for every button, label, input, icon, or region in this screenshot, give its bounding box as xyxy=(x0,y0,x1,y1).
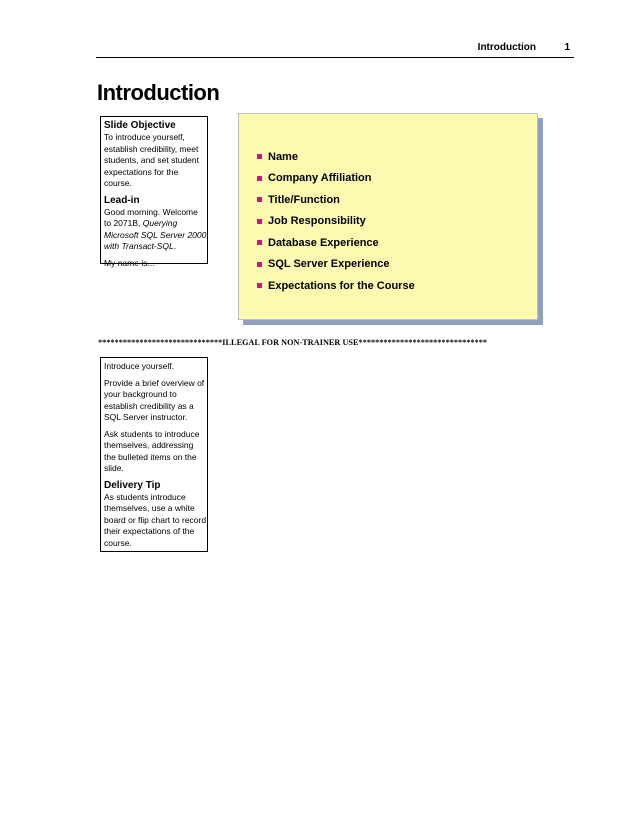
square-bullet-icon xyxy=(257,219,262,224)
square-bullet-icon xyxy=(257,283,262,288)
lead-in-text-start: Good morning. Welcome to 2071B, xyxy=(104,206,198,228)
lead-in-heading: Lead-in xyxy=(104,194,140,206)
slide-objective-heading: Slide Objective xyxy=(104,120,176,131)
bullet-item-company xyxy=(257,168,415,190)
page-title: Introduction xyxy=(97,80,220,105)
bullet-text: Job Responsibility xyxy=(268,215,366,228)
bullet-text: Expectations for the Course xyxy=(268,279,415,292)
instructor-note-3: Ask students to introduce themselves, addressing the bulleted items on the slide. xyxy=(104,428,200,473)
bullet-item-title xyxy=(257,189,415,211)
slide-objective-text: To introduce yourself, establish credibility, meet students, and set student expectations for the course. xyxy=(104,132,199,188)
bullet-text: SQL Server Experience xyxy=(268,258,390,271)
bullet-item-job xyxy=(257,211,415,233)
illegal-use-notice: ******************************ILLEGAL FOR NON-TRAINER USE******************************* xyxy=(98,338,488,347)
instructor-note-2: Provide a brief overview of your background to establish credibility as a SQL Server instructor. xyxy=(104,377,205,422)
slide-bullet-list xyxy=(257,146,415,297)
bullet-text: Company Affiliation xyxy=(268,172,372,185)
instructor-note-1: Introduce yourself. xyxy=(104,361,174,371)
delivery-tip-heading: Delivery Tip xyxy=(104,479,161,491)
header-section-title: Introduction xyxy=(477,42,536,53)
header-page-number: 1 xyxy=(564,42,570,53)
delivery-tip-text: As students introduce themselves, use a white board or flip chart to record their expectations of the course. xyxy=(104,491,207,548)
square-bullet-icon xyxy=(257,176,262,181)
lead-in-text xyxy=(104,207,207,253)
bullet-text: Name xyxy=(268,150,298,163)
course-title: Querying Microsoft SQL Server 2000 with Transact-SQL xyxy=(104,218,207,251)
margin-note-instructor xyxy=(100,357,208,552)
square-bullet-icon xyxy=(257,240,262,245)
bullet-item-sql-server xyxy=(257,254,415,276)
bullet-item-name xyxy=(257,146,415,168)
square-bullet-icon xyxy=(257,154,262,159)
bullet-item-expectations xyxy=(257,275,415,297)
bullet-text: Database Experience xyxy=(268,236,379,249)
square-bullet-icon xyxy=(257,262,262,267)
lead-in-text-end: . xyxy=(173,241,177,251)
lead-in-name-text: My name is... xyxy=(104,257,155,268)
bullet-text: Title/Function xyxy=(268,193,340,206)
slide-panel xyxy=(238,113,538,320)
square-bullet-icon xyxy=(257,197,262,202)
bullet-item-database xyxy=(257,232,415,254)
margin-note-slide-objective xyxy=(100,116,208,268)
running-header xyxy=(96,42,574,58)
